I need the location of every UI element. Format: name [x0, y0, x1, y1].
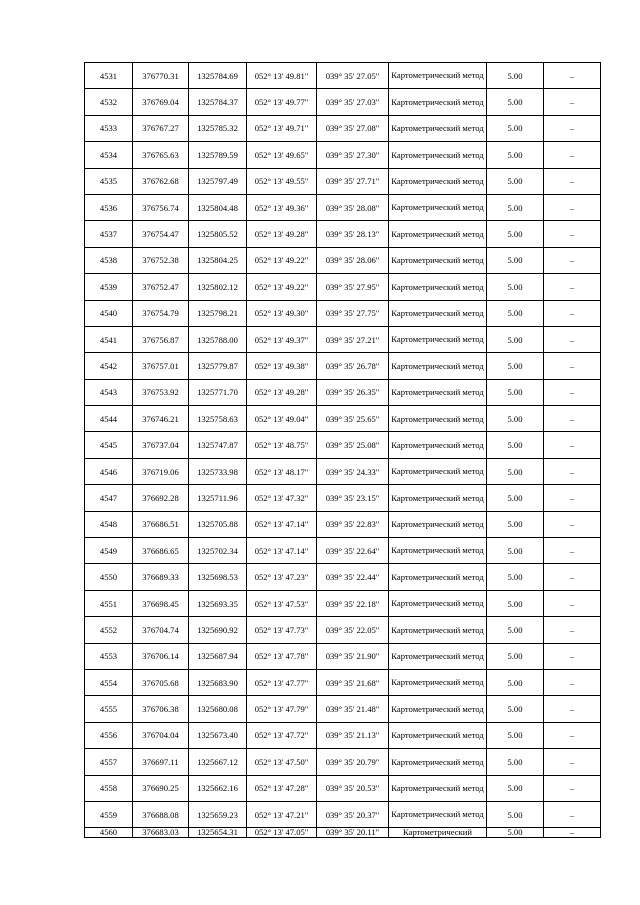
accuracy-cell: 5.00: [487, 379, 544, 405]
method-cell: Картометрический метод: [389, 801, 487, 827]
y-coordinate-cell: 1325788.00: [189, 326, 247, 352]
latitude-cell: 052° 13' 47.32": [247, 485, 317, 511]
point-number-cell: 4537: [85, 221, 133, 247]
longitude-cell: 039° 35' 28.06": [317, 247, 389, 273]
table-row: [85, 406, 601, 432]
longitude-cell: 039° 35' 24.33": [317, 458, 389, 484]
x-coordinate-cell: 376706.14: [133, 643, 189, 669]
longitude-cell: 039° 35' 21.48": [317, 696, 389, 722]
latitude-cell: 052° 13' 49.30": [247, 300, 317, 326]
accuracy-cell: 5.00: [487, 247, 544, 273]
longitude-cell: 039° 35' 27.03": [317, 89, 389, 115]
point-number-cell: 4541: [85, 326, 133, 352]
table-row: [85, 353, 601, 379]
table-row: [85, 722, 601, 748]
latitude-cell: 052° 13' 49.77": [247, 89, 317, 115]
x-coordinate-cell: 376692.28: [133, 485, 189, 511]
accuracy-cell: 5.00: [487, 326, 544, 352]
longitude-cell: 039° 35' 25.65": [317, 406, 389, 432]
table-row: [85, 432, 601, 458]
y-coordinate-cell: 1325804.48: [189, 194, 247, 220]
description-cell: –: [544, 379, 601, 405]
longitude-cell: 039° 35' 28.13": [317, 221, 389, 247]
x-coordinate-cell: 376706.38: [133, 696, 189, 722]
description-cell: –: [544, 432, 601, 458]
latitude-cell: 052° 13' 49.22": [247, 274, 317, 300]
accuracy-cell: 5.00: [487, 142, 544, 168]
latitude-cell: 052° 13' 49.04": [247, 406, 317, 432]
x-coordinate-cell: 376683.03: [133, 828, 189, 838]
point-number-cell: 4550: [85, 564, 133, 590]
description-cell: –: [544, 300, 601, 326]
x-coordinate-cell: 376765.63: [133, 142, 189, 168]
point-number-cell: 4556: [85, 722, 133, 748]
accuracy-cell: 5.00: [487, 485, 544, 511]
method-cell: Картометрический метод: [389, 194, 487, 220]
method-cell: Картометрический метод: [389, 696, 487, 722]
coordinates-table: [84, 62, 601, 838]
accuracy-cell: 5.00: [487, 722, 544, 748]
point-number-cell: 4560: [85, 828, 133, 838]
x-coordinate-cell: 376769.04: [133, 89, 189, 115]
table-row: [85, 194, 601, 220]
longitude-cell: 039° 35' 27.75": [317, 300, 389, 326]
x-coordinate-cell: 376754.47: [133, 221, 189, 247]
longitude-cell: 039° 35' 27.05": [317, 63, 389, 89]
point-number-cell: 4545: [85, 432, 133, 458]
latitude-cell: 052° 13' 47.28": [247, 775, 317, 801]
point-number-cell: 4557: [85, 749, 133, 775]
y-coordinate-cell: 1325698.53: [189, 564, 247, 590]
latitude-cell: 052° 13' 49.71": [247, 115, 317, 141]
longitude-cell: 039° 35' 26.78": [317, 353, 389, 379]
y-coordinate-cell: 1325654.31: [189, 828, 247, 838]
y-coordinate-cell: 1325662.16: [189, 775, 247, 801]
point-number-cell: 4534: [85, 142, 133, 168]
method-cell: Картометрический метод: [389, 511, 487, 537]
method-cell: Картометрический метод: [389, 353, 487, 379]
x-coordinate-cell: 376719.06: [133, 458, 189, 484]
table-row: [85, 274, 601, 300]
y-coordinate-cell: 1325673.40: [189, 722, 247, 748]
accuracy-cell: 5.00: [487, 669, 544, 695]
y-coordinate-cell: 1325802.12: [189, 274, 247, 300]
table-row: [85, 115, 601, 141]
table-row: [85, 168, 601, 194]
description-cell: –: [544, 274, 601, 300]
description-cell: –: [544, 722, 601, 748]
description-cell: –: [544, 142, 601, 168]
accuracy-cell: 5.00: [487, 775, 544, 801]
accuracy-cell: 5.00: [487, 458, 544, 484]
description-cell: –: [544, 564, 601, 590]
accuracy-cell: 5.00: [487, 432, 544, 458]
method-cell: Картометрический метод: [389, 564, 487, 590]
method-cell: Картометрический метод: [389, 722, 487, 748]
method-cell: Картометрический метод: [389, 63, 487, 89]
accuracy-cell: 5.00: [487, 406, 544, 432]
latitude-cell: 052° 13' 49.55": [247, 168, 317, 194]
method-cell: Картометрический метод: [389, 458, 487, 484]
x-coordinate-cell: 376752.47: [133, 274, 189, 300]
y-coordinate-cell: 1325705.88: [189, 511, 247, 537]
longitude-cell: 039° 35' 21.68": [317, 669, 389, 695]
y-coordinate-cell: 1325702.34: [189, 538, 247, 564]
description-cell: –: [544, 801, 601, 827]
method-cell: Картометрический метод: [389, 643, 487, 669]
x-coordinate-cell: 376756.87: [133, 326, 189, 352]
table-row: [85, 669, 601, 695]
latitude-cell: 052° 13' 47.79": [247, 696, 317, 722]
accuracy-cell: 5.00: [487, 274, 544, 300]
description-cell: –: [544, 538, 601, 564]
point-number-cell: 4538: [85, 247, 133, 273]
table-row: [85, 458, 601, 484]
description-cell: –: [544, 63, 601, 89]
y-coordinate-cell: 1325659.23: [189, 801, 247, 827]
method-cell: Картометрический метод: [389, 669, 487, 695]
table-row: [85, 828, 601, 838]
point-number-cell: 4539: [85, 274, 133, 300]
longitude-cell: 039° 35' 22.83": [317, 511, 389, 537]
description-cell: –: [544, 326, 601, 352]
latitude-cell: 052° 13' 47.78": [247, 643, 317, 669]
point-number-cell: 4554: [85, 669, 133, 695]
longitude-cell: 039° 35' 20.79": [317, 749, 389, 775]
latitude-cell: 052° 13' 47.73": [247, 617, 317, 643]
longitude-cell: 039° 35' 26.35": [317, 379, 389, 405]
point-number-cell: 4543: [85, 379, 133, 405]
table-row: [85, 617, 601, 643]
accuracy-cell: 5.00: [487, 617, 544, 643]
y-coordinate-cell: 1325784.37: [189, 89, 247, 115]
description-cell: –: [544, 458, 601, 484]
y-coordinate-cell: 1325789.59: [189, 142, 247, 168]
y-coordinate-cell: 1325687.94: [189, 643, 247, 669]
point-number-cell: 4533: [85, 115, 133, 141]
x-coordinate-cell: 376757.01: [133, 353, 189, 379]
y-coordinate-cell: 1325747.87: [189, 432, 247, 458]
method-cell: Картометрический метод: [389, 485, 487, 511]
point-number-cell: 4555: [85, 696, 133, 722]
y-coordinate-cell: 1325711.96: [189, 485, 247, 511]
y-coordinate-cell: 1325680.08: [189, 696, 247, 722]
point-number-cell: 4552: [85, 617, 133, 643]
point-number-cell: 4548: [85, 511, 133, 537]
accuracy-cell: 5.00: [487, 300, 544, 326]
x-coordinate-cell: 376705.68: [133, 669, 189, 695]
latitude-cell: 052° 13' 47.05": [247, 828, 317, 838]
longitude-cell: 039° 35' 27.30": [317, 142, 389, 168]
method-cell: Картометрический метод: [389, 590, 487, 616]
y-coordinate-cell: 1325733.98: [189, 458, 247, 484]
accuracy-cell: 5.00: [487, 749, 544, 775]
longitude-cell: 039° 35' 22.64": [317, 538, 389, 564]
x-coordinate-cell: 376690.25: [133, 775, 189, 801]
description-cell: –: [544, 590, 601, 616]
longitude-cell: 039° 35' 20.11": [317, 828, 389, 838]
latitude-cell: 052° 13' 48.75": [247, 432, 317, 458]
y-coordinate-cell: 1325771.70: [189, 379, 247, 405]
method-cell: Картометрический метод: [389, 432, 487, 458]
latitude-cell: 052° 13' 48.17": [247, 458, 317, 484]
method-cell: Картометрический метод: [389, 379, 487, 405]
accuracy-cell: 5.00: [487, 221, 544, 247]
accuracy-cell: 5.00: [487, 801, 544, 827]
x-coordinate-cell: 376698.45: [133, 590, 189, 616]
table-row: [85, 643, 601, 669]
method-cell: Картометрический метод: [389, 749, 487, 775]
x-coordinate-cell: 376762.68: [133, 168, 189, 194]
method-cell: Картометрический метод: [389, 247, 487, 273]
y-coordinate-cell: 1325693.35: [189, 590, 247, 616]
table-body: [85, 63, 601, 838]
longitude-cell: 039° 35' 20.53": [317, 775, 389, 801]
x-coordinate-cell: 376686.51: [133, 511, 189, 537]
point-number-cell: 4549: [85, 538, 133, 564]
method-cell: Картометрический метод: [389, 142, 487, 168]
longitude-cell: 039° 35' 28.08": [317, 194, 389, 220]
description-cell: –: [544, 828, 601, 838]
description-cell: –: [544, 353, 601, 379]
table-row: [85, 749, 601, 775]
y-coordinate-cell: 1325758.63: [189, 406, 247, 432]
longitude-cell: 039° 35' 22.44": [317, 564, 389, 590]
latitude-cell: 052° 13' 49.22": [247, 247, 317, 273]
description-cell: –: [544, 617, 601, 643]
table-row: [85, 696, 601, 722]
description-cell: –: [544, 115, 601, 141]
longitude-cell: 039° 35' 21.13": [317, 722, 389, 748]
y-coordinate-cell: 1325784.69: [189, 63, 247, 89]
method-cell: Картометрический метод: [389, 115, 487, 141]
x-coordinate-cell: 376737.04: [133, 432, 189, 458]
description-cell: –: [544, 696, 601, 722]
method-cell: Картометрический метод: [389, 89, 487, 115]
y-coordinate-cell: 1325805.52: [189, 221, 247, 247]
method-cell: Картометрический метод: [389, 775, 487, 801]
table-row: [85, 142, 601, 168]
accuracy-cell: 5.00: [487, 63, 544, 89]
x-coordinate-cell: 376688.08: [133, 801, 189, 827]
y-coordinate-cell: 1325690.92: [189, 617, 247, 643]
description-cell: –: [544, 643, 601, 669]
table-row: [85, 538, 601, 564]
latitude-cell: 052° 13' 47.14": [247, 538, 317, 564]
y-coordinate-cell: 1325804.25: [189, 247, 247, 273]
x-coordinate-cell: 376704.04: [133, 722, 189, 748]
table-row: [85, 326, 601, 352]
table-row: [85, 221, 601, 247]
x-coordinate-cell: 376767.27: [133, 115, 189, 141]
longitude-cell: 039° 35' 27.95": [317, 274, 389, 300]
method-cell: Картометрический метод: [389, 538, 487, 564]
longitude-cell: 039° 35' 22.05": [317, 617, 389, 643]
method-cell: Картометрический метод: [389, 168, 487, 194]
latitude-cell: 052° 13' 49.28": [247, 379, 317, 405]
method-cell: Картометрический: [389, 828, 487, 838]
point-number-cell: 4559: [85, 801, 133, 827]
x-coordinate-cell: 376753.92: [133, 379, 189, 405]
point-number-cell: 4546: [85, 458, 133, 484]
x-coordinate-cell: 376756.74: [133, 194, 189, 220]
method-cell: Картометрический метод: [389, 274, 487, 300]
latitude-cell: 052° 13' 47.50": [247, 749, 317, 775]
accuracy-cell: 5.00: [487, 828, 544, 838]
latitude-cell: 052° 13' 49.28": [247, 221, 317, 247]
longitude-cell: 039° 35' 22.18": [317, 590, 389, 616]
description-cell: –: [544, 406, 601, 432]
latitude-cell: 052° 13' 47.21": [247, 801, 317, 827]
latitude-cell: 052° 13' 47.23": [247, 564, 317, 590]
table-row: [85, 63, 601, 89]
table-row: [85, 564, 601, 590]
latitude-cell: 052° 13' 49.37": [247, 326, 317, 352]
y-coordinate-cell: 1325797.49: [189, 168, 247, 194]
latitude-cell: 052° 13' 49.38": [247, 353, 317, 379]
accuracy-cell: 5.00: [487, 564, 544, 590]
accuracy-cell: 5.00: [487, 590, 544, 616]
x-coordinate-cell: 376770.31: [133, 63, 189, 89]
table-row: [85, 511, 601, 537]
method-cell: Картометрический метод: [389, 406, 487, 432]
accuracy-cell: 5.00: [487, 643, 544, 669]
accuracy-cell: 5.00: [487, 168, 544, 194]
table-row: [85, 89, 601, 115]
x-coordinate-cell: 376746.21: [133, 406, 189, 432]
description-cell: –: [544, 669, 601, 695]
accuracy-cell: 5.00: [487, 353, 544, 379]
y-coordinate-cell: 1325785.32: [189, 115, 247, 141]
description-cell: –: [544, 194, 601, 220]
latitude-cell: 052° 13' 47.14": [247, 511, 317, 537]
table-row: [85, 300, 601, 326]
accuracy-cell: 5.00: [487, 538, 544, 564]
accuracy-cell: 5.00: [487, 89, 544, 115]
latitude-cell: 052° 13' 47.53": [247, 590, 317, 616]
x-coordinate-cell: 376754.79: [133, 300, 189, 326]
accuracy-cell: 5.00: [487, 115, 544, 141]
accuracy-cell: 5.00: [487, 194, 544, 220]
table-row: [85, 801, 601, 827]
point-number-cell: 4544: [85, 406, 133, 432]
longitude-cell: 039° 35' 27.71": [317, 168, 389, 194]
longitude-cell: 039° 35' 27.08": [317, 115, 389, 141]
accuracy-cell: 5.00: [487, 511, 544, 537]
method-cell: Картометрический метод: [389, 617, 487, 643]
description-cell: –: [544, 89, 601, 115]
point-number-cell: 4531: [85, 63, 133, 89]
latitude-cell: 052° 13' 47.72": [247, 722, 317, 748]
longitude-cell: 039° 35' 23.15": [317, 485, 389, 511]
point-number-cell: 4535: [85, 168, 133, 194]
description-cell: –: [544, 511, 601, 537]
description-cell: –: [544, 749, 601, 775]
point-number-cell: 4542: [85, 353, 133, 379]
x-coordinate-cell: 376689.33: [133, 564, 189, 590]
table-row: [85, 485, 601, 511]
y-coordinate-cell: 1325683.90: [189, 669, 247, 695]
x-coordinate-cell: 376752.38: [133, 247, 189, 273]
point-number-cell: 4540: [85, 300, 133, 326]
longitude-cell: 039° 35' 27.21": [317, 326, 389, 352]
point-number-cell: 4553: [85, 643, 133, 669]
table-row: [85, 590, 601, 616]
point-number-cell: 4536: [85, 194, 133, 220]
point-number-cell: 4558: [85, 775, 133, 801]
point-number-cell: 4532: [85, 89, 133, 115]
description-cell: –: [544, 247, 601, 273]
table-row: [85, 379, 601, 405]
description-cell: –: [544, 485, 601, 511]
accuracy-cell: 5.00: [487, 696, 544, 722]
latitude-cell: 052° 13' 47.77": [247, 669, 317, 695]
point-number-cell: 4551: [85, 590, 133, 616]
description-cell: –: [544, 775, 601, 801]
latitude-cell: 052° 13' 49.36": [247, 194, 317, 220]
point-number-cell: 4547: [85, 485, 133, 511]
y-coordinate-cell: 1325798.21: [189, 300, 247, 326]
method-cell: Картометрический метод: [389, 221, 487, 247]
y-coordinate-cell: 1325779.87: [189, 353, 247, 379]
method-cell: Картометрический метод: [389, 326, 487, 352]
description-cell: –: [544, 221, 601, 247]
latitude-cell: 052° 13' 49.81": [247, 63, 317, 89]
y-coordinate-cell: 1325667.12: [189, 749, 247, 775]
table-row: [85, 775, 601, 801]
longitude-cell: 039° 35' 20.37": [317, 801, 389, 827]
longitude-cell: 039° 35' 25.08": [317, 432, 389, 458]
x-coordinate-cell: 376704.74: [133, 617, 189, 643]
description-cell: –: [544, 168, 601, 194]
longitude-cell: 039° 35' 21.90": [317, 643, 389, 669]
x-coordinate-cell: 376686.65: [133, 538, 189, 564]
method-cell: Картометрический метод: [389, 300, 487, 326]
x-coordinate-cell: 376697.11: [133, 749, 189, 775]
latitude-cell: 052° 13' 49.65": [247, 142, 317, 168]
table-row: [85, 247, 601, 273]
